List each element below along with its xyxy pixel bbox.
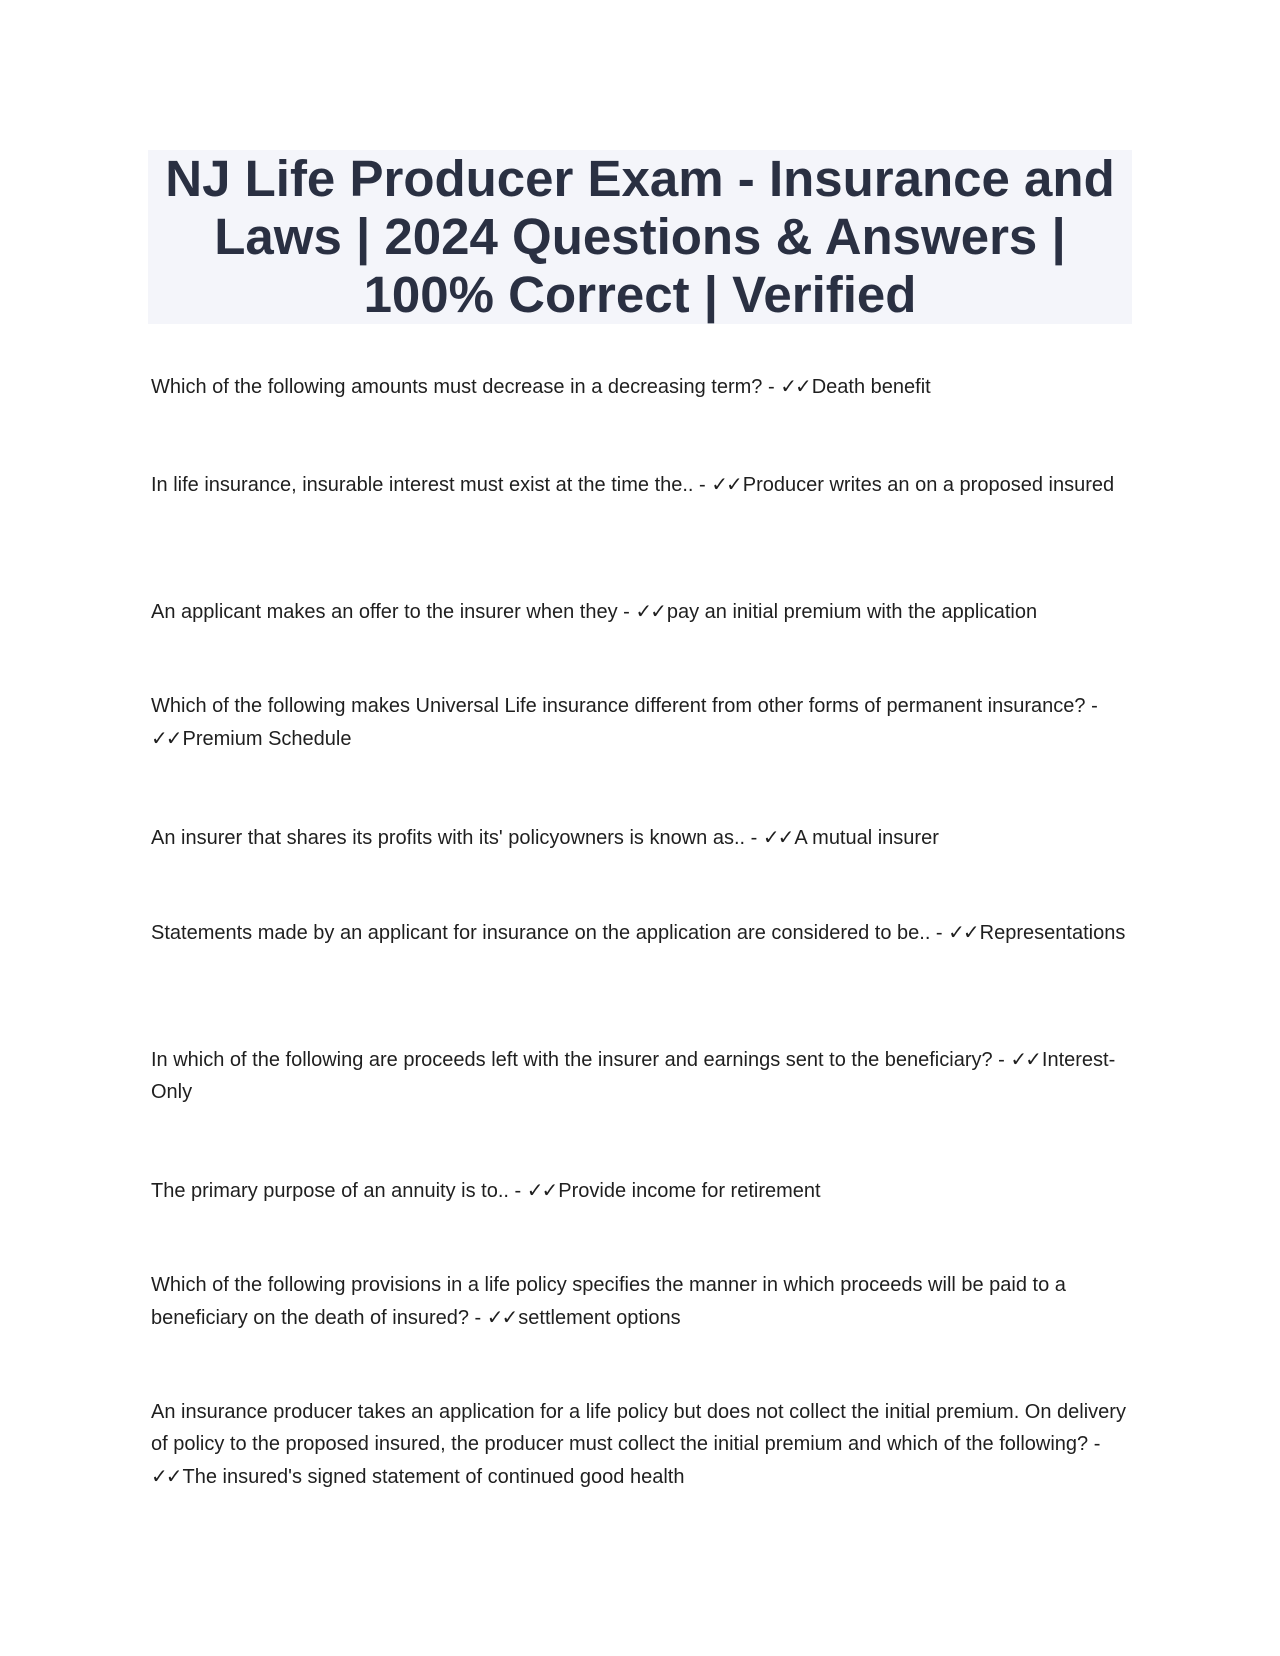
answer-text: settlement options (518, 1307, 681, 1329)
check-icon: ✓✓ (948, 920, 978, 944)
check-icon: ✓✓ (486, 1305, 517, 1329)
answer-text: The insured's signed statement of continued good health (182, 1466, 685, 1488)
check-icon: ✓✓ (635, 599, 665, 623)
qa-item (151, 370, 1141, 403)
check-icon: ✓✓ (780, 374, 810, 398)
separator: - (992, 1049, 1011, 1071)
qa-item (151, 916, 1141, 949)
separator: - (745, 827, 763, 849)
check-icon: ✓✓ (526, 1178, 557, 1202)
qa-item (151, 821, 1141, 854)
question-text: In life insurance, insurable interest must exist at the time the.. (151, 474, 694, 496)
qa-item (151, 1396, 1141, 1493)
check-icon: ✓✓ (1010, 1047, 1040, 1071)
question-text: The primary purpose of an annuity is to.. (151, 1180, 509, 1202)
check-icon: ✓✓ (151, 1464, 181, 1488)
qa-item (151, 1174, 1141, 1207)
separator: - (930, 922, 949, 944)
answer-text: pay an initial premium with the application (666, 601, 1038, 623)
question-text: In which of the following are proceeds left with the insurer and earnings sent to the beneficiary? (151, 1049, 993, 1071)
answer-text: Provide income for retirement (558, 1180, 821, 1202)
title-banner (148, 150, 1132, 324)
separator: - (693, 474, 712, 496)
answer-text: Interest-Only (151, 1049, 1116, 1103)
answer-text: Death benefit (811, 376, 931, 398)
separator: - (469, 1307, 487, 1329)
answer-text: A mutual insurer (794, 827, 939, 849)
check-icon: ✓✓ (151, 726, 181, 750)
separator: - (1088, 1433, 1101, 1455)
question-text: Which of the following amounts must decrease in a decreasing term? (151, 376, 763, 398)
answer-text: Producer writes an on a proposed insured (742, 474, 1115, 496)
separator: - (617, 601, 636, 623)
document-title: NJ Life Producer Exam - Insurance and Laws | 2024 Questions & Answers | 100% Correct | Verified (165, 150, 1115, 323)
separator: - (1085, 695, 1098, 717)
qa-item (151, 690, 1141, 755)
question-text: An applicant makes an offer to the insurer when they (151, 601, 618, 623)
separator: - (508, 1180, 527, 1202)
qa-item (151, 1043, 1141, 1108)
check-icon: ✓✓ (711, 472, 741, 496)
answer-text: Premium Schedule (182, 728, 352, 750)
question-text: Which of the following provisions in a life policy specifies the manner in which proceeds will be paid to a beneficiary on the death of insured? (151, 1274, 1066, 1329)
qa-item (151, 468, 1141, 501)
qa-item (151, 595, 1141, 628)
question-text: An insurer that shares its profits with its' policyowners is known as.. (151, 827, 746, 849)
question-text: Which of the following makes Universal Life insurance different from other forms of permanent insurance? (151, 695, 1086, 717)
question-text: Statements made by an applicant for insurance on the application are considered to be.. (151, 922, 931, 944)
qa-item (151, 1269, 1141, 1334)
question-text: An insurance producer takes an application for a life policy but does not collect the initial premium. On delivery of policy to the proposed insured, the producer must collect the initial premium and which of the following? (151, 1401, 1126, 1455)
separator: - (762, 376, 781, 398)
answer-text: Representations (979, 922, 1126, 944)
check-icon: ✓✓ (762, 825, 793, 849)
